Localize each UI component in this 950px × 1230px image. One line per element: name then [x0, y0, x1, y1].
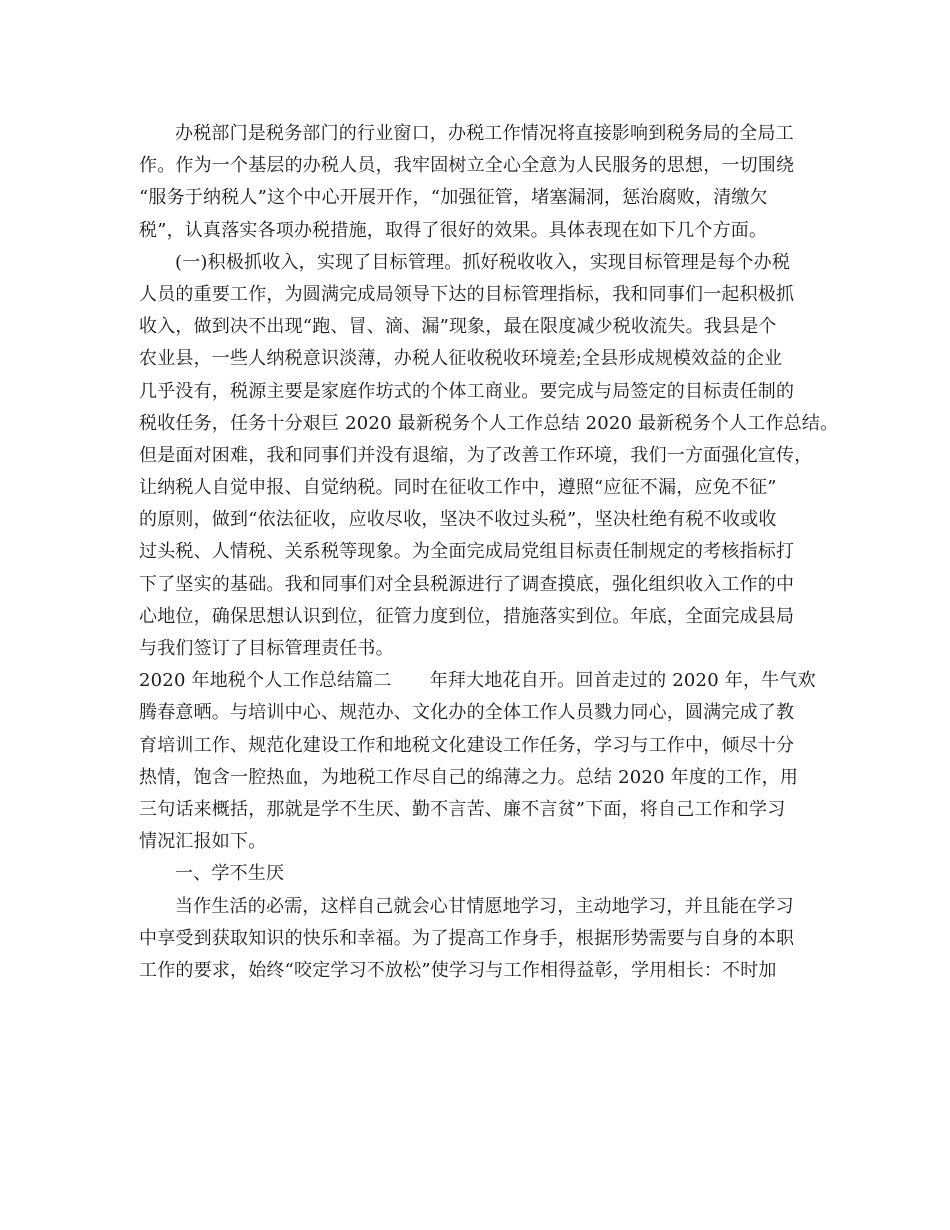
- paragraph-line: 但是面对困难，我和同事们并没有退缩，为了改善工作环境，我们一方面强化宣传，: [139, 444, 813, 466]
- paragraph-line: 当作生活的必需，这样自己就会心甘情愿地学习，主动地学习，并且能在学习: [175, 895, 794, 917]
- paragraph-line: (一)积极抓收入，实现了目标管理。抓好税收收入，实现目标管理是每个办税: [175, 251, 791, 273]
- paragraph-start: 年拜大地花自开。回首走过的 2020 年，牛气欢: [429, 670, 816, 692]
- section-title: 2020 年地税个人工作总结篇二: [139, 670, 392, 692]
- paragraph-line: 作。作为一个基层的办税人员，我牢固树立全心全意为人民服务的思想，一切围绕: [139, 155, 795, 177]
- paragraph-line: 与我们签订了目标管理责任书。: [139, 638, 394, 659]
- paragraph-line: 腾春意晒。与培训中心、规范办、文化办的全体工作人员戮力同心，圆满完成了教: [139, 702, 795, 724]
- paragraph-line: 中享受到获取知识的快乐和幸福。为了提高工作身手，根据形势需要与自身的本职: [139, 927, 795, 949]
- paragraph-line: 农业县，一些人纳税意识淡薄，办税人征收税收环境差;全县形成规模效益的企业: [139, 348, 783, 370]
- paragraph-line: 热情，饱含一腔热血，为地税工作尽自己的绵薄之力。总结 2020 年度的工作，用: [139, 766, 799, 788]
- paragraph-line: 税收任务，任务十分艰巨 2020 最新税务个人工作总结 2020 最新税务个人工作总结。: [139, 412, 839, 434]
- paragraph-line: 下了坚实的基础。我和同事们对全县税源进行了调查摸底，强化组织收入工作的中: [139, 573, 795, 595]
- paragraph-line: 让纳税人自觉申报、自觉纳税。同时在征收工作中，遵照“应征不漏，应免不征”: [139, 477, 777, 499]
- document-body: [139, 118, 839, 987]
- paragraph-line: 办税部门是税务部门的行业窗口，办税工作情况将直接影响到税务局的全局工: [175, 123, 794, 144]
- paragraph-line: 育培训工作、规范化建设工作和地税文化建设工作任务，学习与工作中，倾尽十分: [139, 734, 795, 756]
- paragraph-line: 三句话来概括，那就是学不生厌、勤不言苦、廉不言贫”下面，将自己工作和学习: [139, 798, 786, 820]
- paragraph-line: “服务于纳税人”这个中心开展开作，“加强征管，堵塞漏洞，惩治腐败，清缴欠: [139, 187, 768, 209]
- paragraph-line: 工作的要求，始终“咬定学习不放松”使学习与工作相得益彰，学用相长：不时加: [139, 959, 777, 981]
- paragraph-line: 收入，做到决不出现“跑、冒、滴、漏”现象，最在限度减少税收流失。我县是个: [139, 316, 777, 338]
- paragraph-line: 的原则，做到“依法征收，应收尽收，坚决不收过头税”，坚决杜绝有税不收或收: [139, 509, 777, 531]
- paragraph-line: 情况汇报如下。: [139, 831, 267, 853]
- paragraph-line: 几乎没有，税源主要是家庭作坊式的个体工商业。要完成与局签定的目标责任制的: [139, 380, 795, 402]
- subheading-line: 一、学不生厌: [175, 863, 285, 885]
- paragraph-line: 过头税、人情税、关系税等现象。为全面完成局党组目标责任制规定的考核指标打: [139, 541, 795, 563]
- paragraph-line: 税”，认真落实各项办税措施，取得了很好的效果。具体表现在如下几个方面。: [139, 219, 768, 241]
- paragraph-line: 心地位，确保思想认识到位，征管力度到位，措施落实到位。年底，全面完成县局: [139, 605, 795, 627]
- paragraph-line: 人员的重要工作，为圆满完成局领导下达的目标管理指标，我和同事们一起积极抓: [139, 283, 795, 305]
- section-heading-line: [139, 665, 839, 697]
